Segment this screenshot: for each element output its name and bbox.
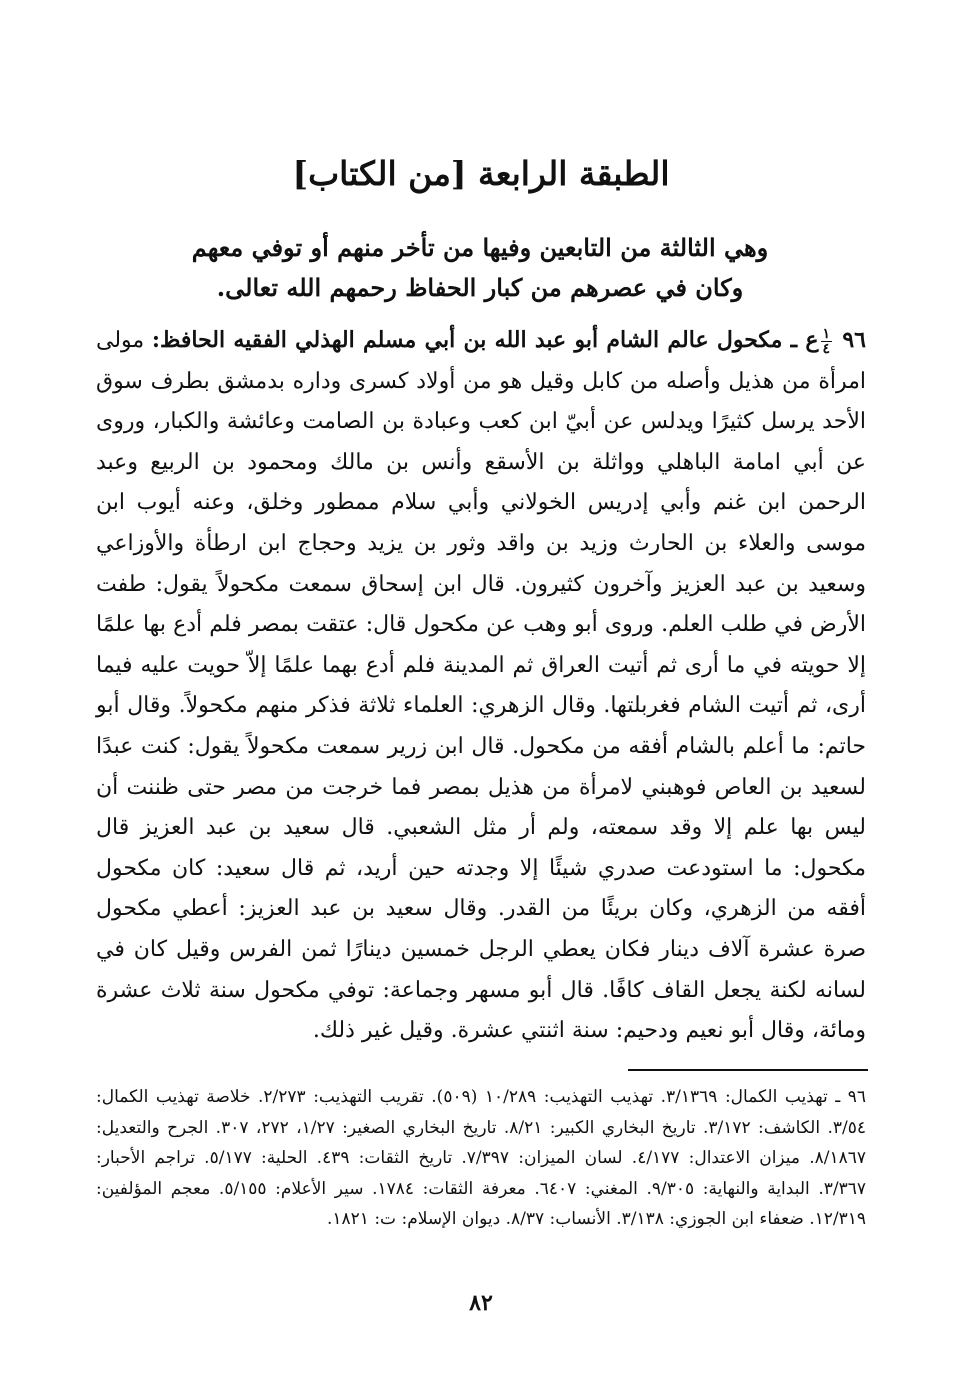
- biography-entry: [96, 320, 866, 1052]
- entry-fraction: [821, 327, 833, 356]
- chapter-title: الطبقة الرابعة [من الكتاب]: [292, 154, 670, 193]
- entry-number: ٩٦: [842, 327, 866, 353]
- footnote-separator: [628, 1069, 868, 1071]
- entry-body: مولى امرأة من هذيل وأصله من كابل وقيل هو من أولاد كسرى وداره بدمشق بطرف سوق الأحد يرسل كثيرًا ويدلس عن أبيّ ابن كعب وعبادة بن الصامت وعائشة والكبار، وروى عن أبي امامة الباهلي وواثلة بن الأسقع وأنس بن مالك ومحمود بن الربيع وعبد الرحمن ابن غنم وأبي إدريس الخولاني وأبي سلام ممطور وخلق، وعنه أيوب ابن موسى والعلاء بن الحارث وزيد بن واقد وثور بن يزيد وحجاج ابن ارطأة والأوزاعي وسعيد بن عبد العزيز وآخرون كثيرون. قال ابن إسحاق سمعت مكحولاً يقول: طفت الأرض في طلب العلم. وروى أبو وهب عن مكحول قال: عتقت بمصر فلم أدع بها علمًا إلا حويته في ما أرى ثم أتيت العراق ثم المدينة فلم أدع بهما علمًا إلاّ حويت عليه فيما أرى، ثم أتيت الشام فغربلتها. وقال الزهري: العلماء ثلاثة فذكر منهم مكحولاً. وقال أبو حاتم: ما أعلم بالشام أفقه من مكحول. قال ابن زرير سمعت مكحولاً يقول: كنت عبدًا لسعيد بن العاص فوهبني لامرأة من هذيل بمصر فما خرجت من مصر حتى ظننت أن ليس بها علم إلا وقد سمعته، ولم أر مثل الشعبي. قال سعيد بن عبد العزيز قال مكحول: ما استودعت صدري شيئًا إلا وجدته حين أريد، ثم قال سعيد: كان مكحول أفقه من الزهري، وكان بريئًا من القدر. وقال سعيد بن عبد العزيز: أعطي مكحول صرة عشرة آلاف دينار فكان يعطي الرجل خمسين دينارًا ثمن الفرس وقيل كان في لسانه لكنة يجعل القاف كافًا. قال أبو مسهر وجماعة: توفي مكحول سنة ثلاث عشرة ومائة، وقال أبو نعيم ودحيم: سنة اثنتي عشرة. وقيل غير ذلك.: [96, 328, 866, 1044]
- footnote: ٩٦ ـ تهذيب الكمال: ٣/١٣٦٩. تهذيب التهذيب: ١٠/٢٨٩ (٥٠٩). تقريب التهذيب: ٢/٢٧٣. خلاصة تهذيب الكمال: ٣/٥٤. الكاشف: ٣/١٧٢. تاريخ البخاري الكبير: ٨/٢١. تاريخ البخاري الصغير: ١/٢٧، ٢٧٢، ٣٠٧. الجرح والتعديل: ٨/١٨٦٧. ميزان الاعتدال: ٤/١٧٧. لسان الميزان: ٧/٣٩٧. تاريخ الثقات: ٤٣٩. الحلية: ٥/١٧٧. تراجم الأحبار: ٣/٣٦٧. البداية والنهاية: ٩/٣٠٥. المغني: ٦٤٠٧. معرفة الثقات: ١٧٨٤. سير الأعلام: ٥/١٥٥. معجم المؤلفين: ١٢/٣١٩. ضعفاء ابن الجوزي: ٣/١٣٨. الأنساب: ٨/٣٧. ديوان الإسلام: ت: ١٨٢١.: [96, 1087, 867, 1229]
- entry-heading-group: [151, 325, 866, 357]
- entry-heading: ـ مكحول عالم الشام أبو عبد الله بن أبي مسلم الهذلي الفقيه الحافظ:: [151, 327, 798, 353]
- fraction-denominator: ٤: [822, 340, 831, 357]
- entry-source-code: ع: [805, 327, 819, 353]
- fraction-numerator: ١: [822, 325, 831, 342]
- chapter-subtitle: وهي الثالثة من التابعين وفيها من تأخر منهم أو توفي معهم وكان في عصرهم من كبار الحفاظ رحمهم الله تعالى.: [191, 233, 769, 302]
- page-number: ٨٢: [469, 1290, 493, 1316]
